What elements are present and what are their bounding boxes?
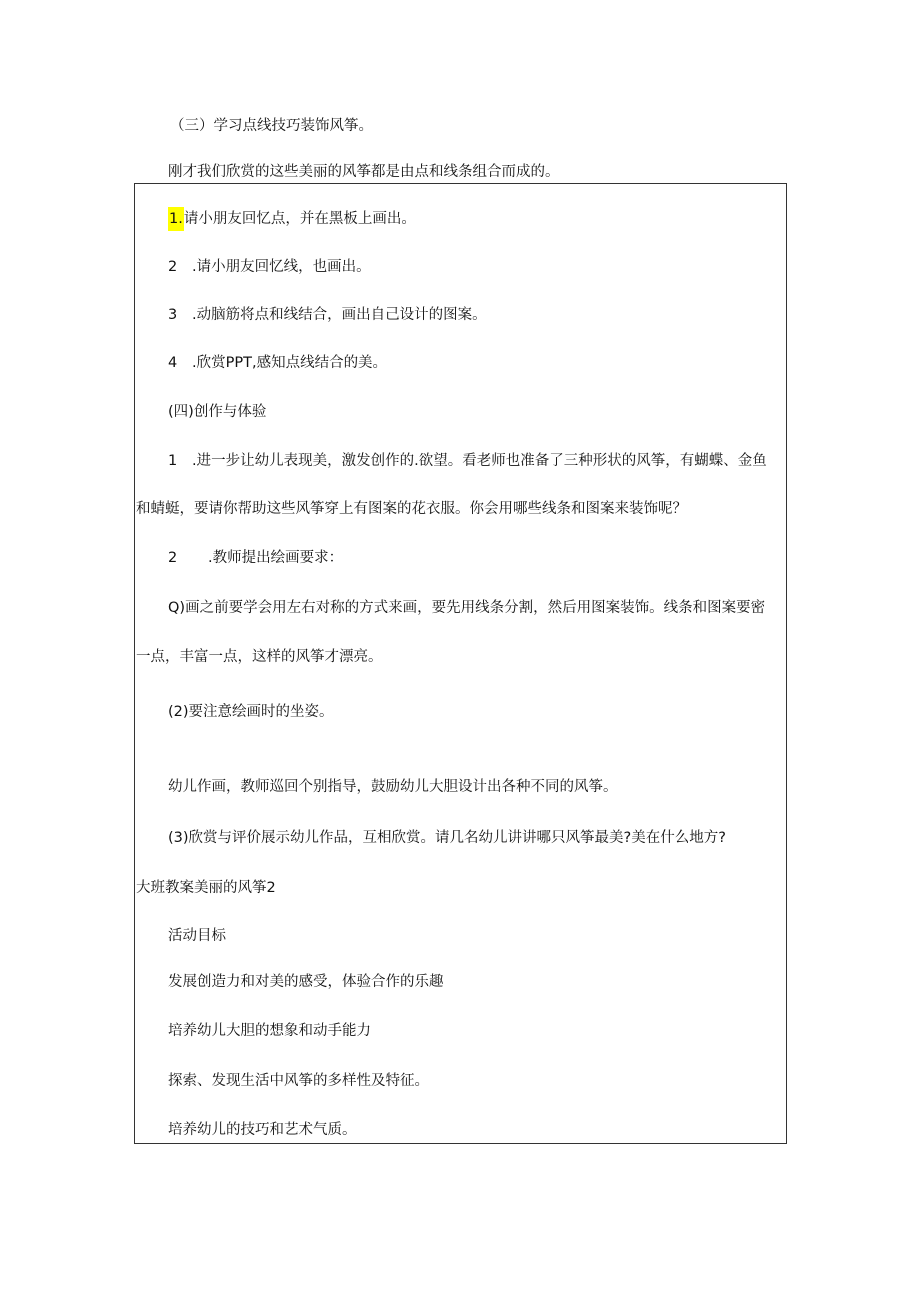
create-2-text: .教师提出绘画要求： [208,550,344,566]
step-4-number: 4 [168,355,178,371]
goal-2: 培养幼儿大胆的想象和动手能力 [168,1023,371,1039]
step-1 [168,207,416,231]
requirement-1-line2: 一点，丰富一点，这样的风筝才漂亮。 [136,649,383,665]
goal-3: 探索、发现生活中风筝的多样性及特征。 [168,1073,429,1089]
step-3-number: 3 [168,307,178,323]
requirement-1-line1: Q)画之前要学会用左右对称的方式来画，要先用线条分割，然后用图案装饰。线条和图案要密 [168,600,766,616]
intro-text: 刚才我们欣赏的这些美丽的风筝都是由点和线条组合而成的。 [168,164,560,180]
step-4 [168,353,387,373]
create-1-number: 1 [168,453,178,469]
drawing-guidance: 幼儿作画，教师巡回个别指导，鼓励幼儿大胆设计出各种不同的风筝。 [168,779,618,795]
create-1-line2: 和蜻蜓，要请你帮助这些风筝穿上有图案的花衣服。你会用哪些线条和图案来装饰呢？ [136,501,687,517]
step-1-number: 1. [168,207,184,231]
goal-4: 培养幼儿的技巧和艺术气质。 [168,1122,357,1138]
goal-1: 发展创造力和对美的感受，体验合作的乐趣 [168,974,444,990]
section3-title: （三）学习点线技巧装饰风筝。 [170,118,373,134]
step-3 [168,305,487,325]
step-1-text: 请小朋友回忆点，并在黑板上画出。 [183,211,416,227]
requirement-3: (3)欣赏与评价展示幼儿作品，互相欣赏。请几名幼儿讲讲哪只风筝最美?美在什么地方? [168,830,726,846]
lesson-2-title: 大班教案美丽的风筝2 [136,880,276,896]
create-2-number: 2 [168,550,178,566]
step-2-number: 2 [168,259,178,275]
section4-title: (四)创作与体验 [168,404,267,420]
create-1-line1 [168,451,767,471]
step-3-text: .动脑筋将点和线结合，画出自己设计的图案。 [192,307,487,323]
requirement-2: (2)要注意绘画时的坐姿。 [168,704,334,720]
goals-title: 活动目标 [168,928,226,944]
step-4-text: .欣赏PPT,感知点线结合的美。 [192,355,388,371]
create-1-text: .进一步让幼儿表现美，激发创作的.欲望。看老师也准备了三种形状的风筝，有蝴蝶、金鱼 [192,453,767,469]
create-2 [168,548,343,568]
step-2-text: .请小朋友回忆线，也画出。 [192,259,371,275]
step-2 [168,257,371,277]
